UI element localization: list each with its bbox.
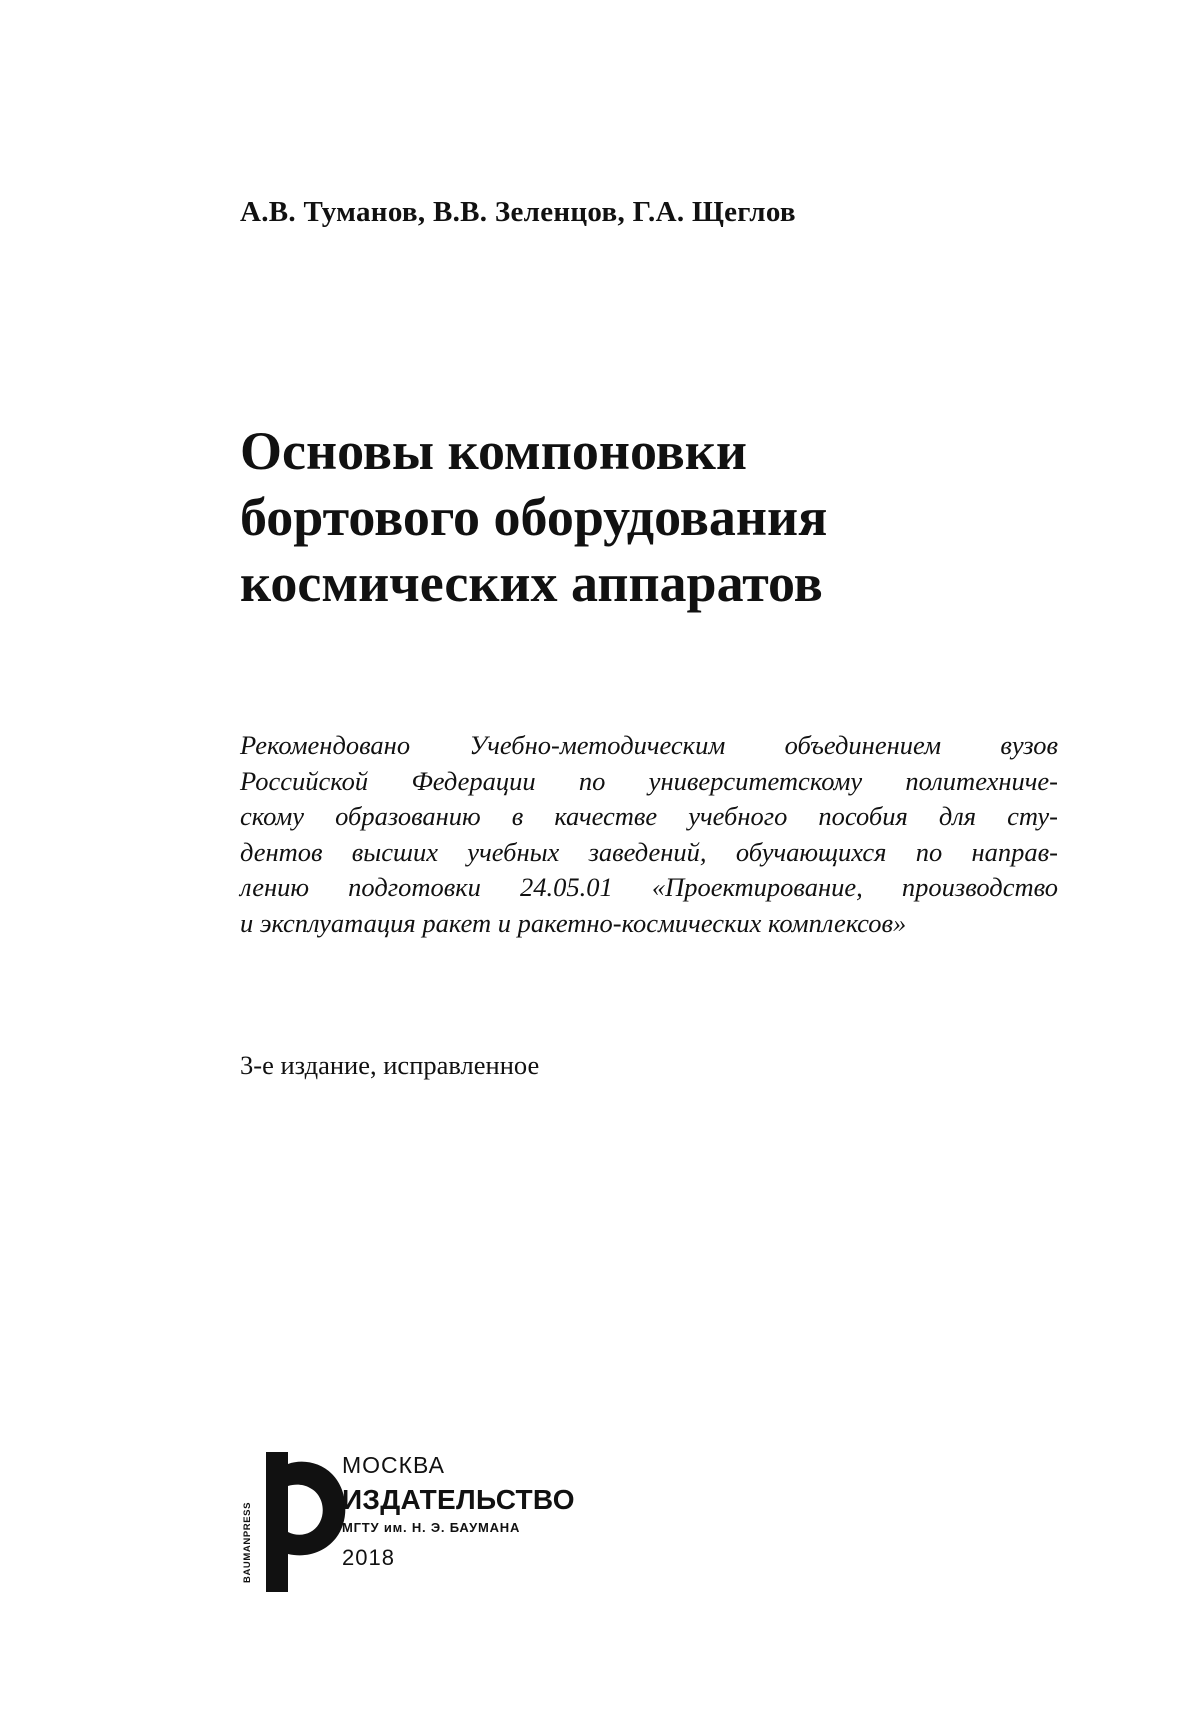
edition-note: 3-е издание, исправленное	[240, 1050, 540, 1080]
publisher-text	[342, 1448, 575, 1578]
title-line: бортового оборудования	[240, 487, 828, 547]
authors: А.В. Туманов, В.В. Зеленцов, Г.А. Щеглов	[240, 196, 796, 228]
recommendation-text	[240, 728, 1058, 941]
recommendation-line: лению подготовки 24.05.01 «Проектирование, производство	[240, 872, 1058, 902]
title-line: Основы компоновки	[240, 421, 747, 481]
publisher-vertical-label: BAUMANPRESS	[242, 1501, 253, 1583]
recommendation-line: Рекомендовано Учебно-методическим объединением вузов	[240, 730, 1058, 760]
recommendation-line: и эксплуатация ракет и ракетно-космических комплексов»	[240, 907, 907, 938]
recommendation-line: Российской Федерации по университетскому политехниче-	[240, 765, 1058, 796]
publisher-subtitle: МГТУ им. Н. Э. БАУМАНА	[342, 1520, 521, 1535]
recommendation-line: скому образованию в качестве учебного пособия для сту-	[240, 801, 1058, 831]
baumanpress-logo-icon	[262, 1450, 354, 1596]
publication-year: 2018	[342, 1545, 395, 1570]
publisher-name: ИЗДАТЕЛЬСТВО	[342, 1484, 575, 1515]
title-line: космических аппаратов	[240, 553, 823, 613]
publisher-city: МОСКВА	[342, 1452, 445, 1478]
recommendation-line: дентов высших учебных заведений, обучающихся по направ-	[240, 836, 1058, 867]
publisher-block	[240, 1448, 640, 1598]
book-title	[240, 418, 1040, 616]
